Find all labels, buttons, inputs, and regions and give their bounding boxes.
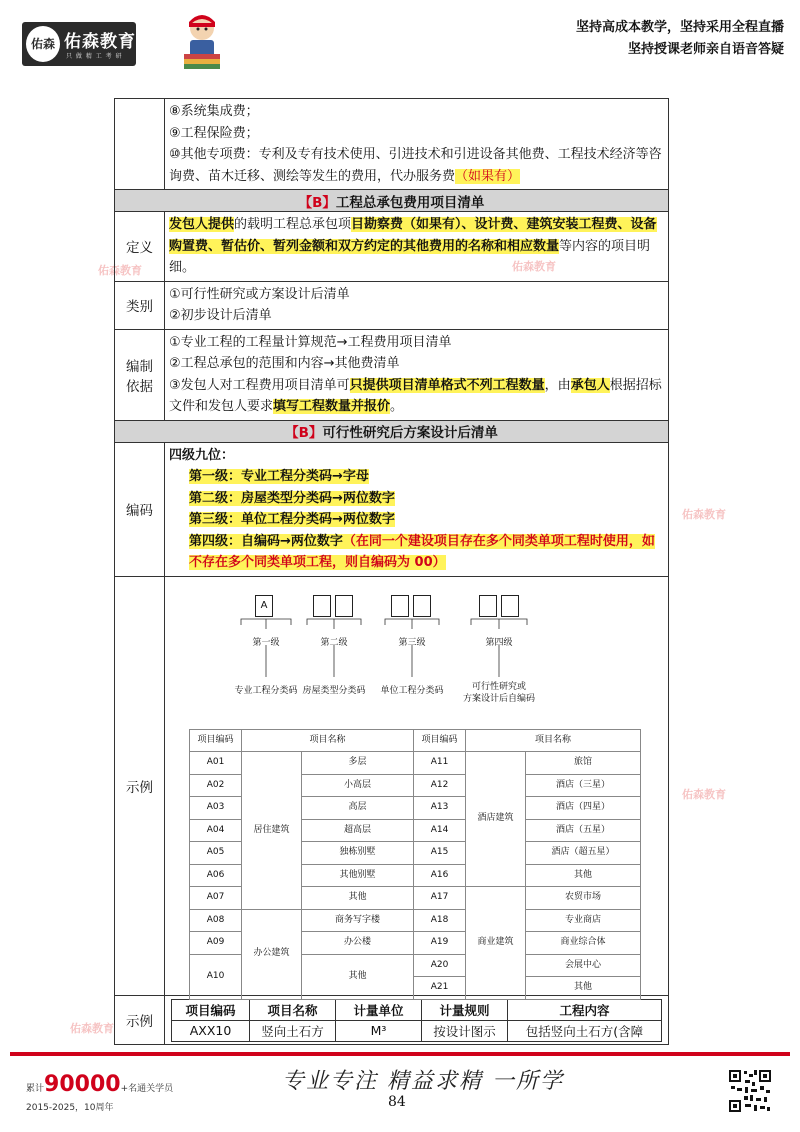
definition-text: 发包人提供的载明工程总承包项目勘察费（如果有）、设计费、建筑安装工程费、设备购置费、暂估价、暂列金额和双方约定的其他费用的名称和相应数量等内容的项目明细。: [165, 212, 669, 282]
section-header-2: [115, 420, 669, 442]
level-desc-4: 可行性研究或 方案设计后自编码: [462, 681, 535, 704]
code-box: A: [255, 595, 273, 617]
coding-heading: 四级九位：: [169, 447, 235, 463]
code-table-header: 项目编码 项目名称 项目编码 项目名称: [190, 729, 641, 752]
coding-level-4-note: （在同一个建设项目存在多个同类单项工程时使用，如不存在多个同类单项工程，则自编码为 00）: [189, 533, 655, 570]
coding-level-3: 第三级：单位工程分类码→两位数字: [189, 512, 395, 527]
project-code-table: [189, 729, 641, 1000]
table-row: A09 办公楼 A19 商业综合体: [190, 932, 641, 955]
item-10-note: （如果有）: [455, 168, 521, 184]
footer-divider: [10, 1052, 790, 1056]
fee-list-table: [114, 98, 669, 1045]
example-table-header: 项目编码 项目名称 计量单位 计量规则 工程内容: [172, 999, 662, 1020]
brand-logo: [22, 22, 136, 66]
watermark-text: 佑森教育: [682, 508, 726, 521]
page-number: 84: [388, 1094, 406, 1110]
watermark-text: 佑森教育: [682, 788, 726, 801]
item-10: ⑩其他专项费：专利及专有技术使用、引进技术和引进设备其他费、工程技术经济等咨询费、苗木迁移、测绘等发生的费用，代办服务费（如果有）: [169, 147, 662, 184]
category-item-1: ①可行性研究或方案设计后清单: [169, 286, 350, 302]
basis-item-2: ②工程总承包的范围和内容→其他费清单: [169, 356, 400, 371]
basis-row: [115, 329, 669, 420]
table-row: A10 其他 A20 会展中心: [190, 954, 641, 977]
row-label-definition: 定义: [115, 212, 165, 282]
coding-level-4: 第四级：自编码→两位数字: [189, 533, 343, 549]
item-8: ⑧系统集成费；: [169, 104, 259, 119]
watermark-text: 佑森教育: [512, 260, 556, 273]
row-label-category: 类别: [115, 281, 165, 329]
example2-row: [115, 995, 669, 1044]
basis-item-3: ③发包人对工程费用项目清单可只提供项目清单格式不列工程数量，由承包人根据招标文件和发包人要求填写工程数量并报价。: [169, 377, 662, 414]
section-title: 可行性研究后方案设计后清单: [322, 425, 498, 441]
logo-name: 佑森教育: [64, 32, 136, 52]
section-header-1: [115, 190, 669, 212]
intro-row: [115, 99, 669, 190]
table-row: A08 办公建筑 商务写字楼 A18 专业商店: [190, 909, 641, 932]
example-row: [115, 576, 669, 995]
level-desc-2: 房屋类型分类码: [302, 685, 366, 696]
section-tag: 【B】: [285, 425, 323, 441]
item-9: ⑨工程保险费；: [169, 125, 259, 141]
definition-row: [115, 212, 669, 282]
table-row: A07 其他 A17 商业建筑 农贸市场: [190, 887, 641, 910]
content-area: [114, 98, 669, 1045]
category-item-2: ②初步设计后清单: [169, 308, 272, 323]
mascot-icon: [178, 12, 226, 72]
row-label-example-2: 示例: [115, 995, 165, 1044]
row-label-example: 示例: [115, 576, 165, 995]
logo-slogan: 只 做 精 工 考 研: [66, 53, 123, 60]
quantity-example-table: [171, 999, 662, 1042]
header-slogan-2: 坚持授课老师亲自语音答疑: [627, 42, 784, 57]
table-row: A21 其他: [190, 977, 641, 1000]
student-count-number: 90000: [44, 1072, 121, 1097]
level-label-4: 第四级: [485, 637, 513, 648]
handwritten-motto: 专业专注 精益求精 一所学: [282, 1069, 564, 1094]
row-label-coding: 编码: [115, 442, 165, 576]
logo-seal: 佑森: [26, 26, 60, 62]
table-row: A05 独栋别墅 A15 酒店（超五星）: [190, 842, 641, 865]
level-desc-1: 专业工程分类码: [234, 685, 298, 696]
category-row: [115, 281, 669, 329]
page-header: [0, 0, 800, 86]
coding-diagram: [165, 581, 670, 991]
level-desc-3: 单位工程分类码: [380, 685, 444, 696]
level-label-3: 第三级: [398, 637, 426, 648]
watermark-text: 佑森教育: [70, 1022, 114, 1035]
table-row: A06 其他别墅 A16 其他: [190, 864, 641, 887]
table-row: AXX10 竖向土石方 M³ 按设计图示 包括竖向土石方(含障: [172, 1020, 662, 1041]
level-label-2: 第二级: [320, 637, 348, 648]
basis-item-1: ①专业工程的工程量计算规范→工程费用项目清单: [169, 334, 452, 350]
watermark-text: 佑森教育: [98, 264, 142, 277]
section-title: 工程总承包费用项目清单: [335, 194, 485, 211]
coding-level-1: 第一级：专业工程分类码→字母: [189, 469, 369, 484]
table-row: A04 超高层 A14 酒店（五星）: [190, 819, 641, 842]
table-row: A01 居住建筑 多层 A11 酒店建筑 旅馆: [190, 752, 641, 775]
student-count: 累计90000+名通关学员: [26, 1072, 174, 1097]
table-row: A02 小高层 A12 酒店（三星）: [190, 774, 641, 797]
coding-level-2: 第二级：房屋类型分类码→两位数字: [189, 490, 395, 506]
table-row: A03 高层 A13 酒店（四星）: [190, 797, 641, 820]
level-label-1: 第一级: [252, 637, 280, 648]
row-label-basis: 编制 依据: [115, 329, 165, 420]
header-slogan-1: 坚持高成本教学，坚持采用全程直播: [575, 20, 784, 35]
coding-row: [115, 442, 669, 576]
anniversary-text: 2015-2025，10周年: [26, 1103, 114, 1113]
qr-code-icon: [727, 1068, 773, 1114]
section-tag: 【B】: [298, 194, 336, 211]
